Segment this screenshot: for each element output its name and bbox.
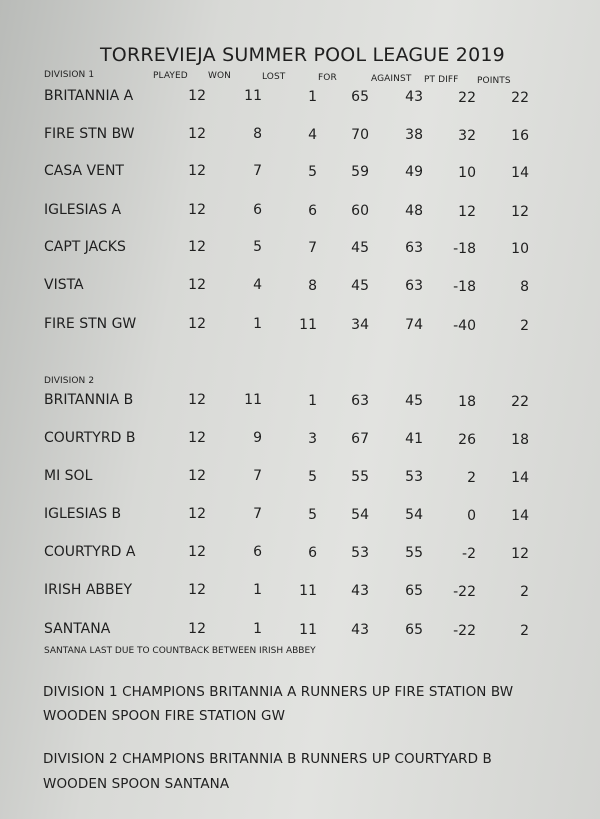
cell-lost: 1 — [308, 392, 317, 409]
cell-lost: 5 — [308, 468, 317, 485]
team-name: COURTYRD A — [44, 544, 136, 560]
table-row — [0, 316, 600, 340]
header-lost: LOST — [262, 72, 286, 82]
cell-pt-diff: 0 — [467, 507, 476, 524]
cell-points: 22 — [511, 394, 529, 411]
cell-for: 43 — [351, 622, 369, 639]
cell-lost: 11 — [299, 582, 317, 599]
cell-against: 63 — [405, 278, 423, 295]
cell-points: 8 — [520, 279, 529, 296]
cell-against: 43 — [405, 89, 423, 106]
cell-won: 7 — [253, 163, 262, 180]
cell-against: 53 — [405, 469, 423, 486]
cell-lost: 11 — [299, 621, 317, 638]
cell-played: 12 — [188, 163, 206, 179]
cell-pt-diff: 2 — [467, 469, 476, 486]
team-name: IGLESIAS B — [44, 506, 122, 522]
cell-points: 10 — [511, 241, 529, 258]
cell-against: 45 — [405, 393, 423, 410]
cell-won: 1 — [253, 621, 262, 638]
cell-played: 12 — [188, 316, 206, 332]
cell-points: 12 — [511, 546, 529, 563]
cell-won: 7 — [253, 468, 262, 485]
table-row — [0, 506, 600, 530]
cell-played: 12 — [188, 582, 206, 598]
team-name: BRITANNIA B — [44, 392, 134, 408]
cell-pt-diff: 10 — [458, 164, 476, 181]
team-name: CASA VENT — [44, 163, 124, 179]
cell-pt-diff: -18 — [453, 278, 476, 295]
cell-played: 12 — [188, 468, 206, 484]
team-name: FIRE STN GW — [44, 316, 137, 332]
team-name: SANTANA — [44, 621, 111, 637]
cell-against: 65 — [405, 583, 423, 600]
cell-lost: 11 — [299, 316, 317, 333]
table-row — [0, 126, 600, 150]
division-2-summary-line-1: DIVISION 2 CHAMPIONS BRITANNIA B RUNNERS UP COURTYARD B — [43, 751, 492, 767]
cell-lost: 4 — [308, 126, 317, 143]
header-played: PLAYED — [153, 71, 188, 81]
division-1-summary-line-1: DIVISION 1 CHAMPIONS BRITANNIA A RUNNERS UP FIRE STATION BW — [43, 684, 514, 700]
cell-pt-diff: 32 — [458, 127, 476, 144]
cell-against: 65 — [405, 622, 423, 639]
cell-for: 45 — [351, 240, 369, 257]
cell-lost: 5 — [308, 506, 317, 523]
team-name: CAPT JACKS — [44, 239, 126, 255]
cell-points: 22 — [511, 90, 529, 107]
cell-points: 2 — [520, 584, 529, 601]
cell-for: 63 — [351, 393, 369, 410]
cell-won: 5 — [253, 239, 262, 256]
team-name: IGLESIAS A — [44, 202, 122, 218]
cell-for: 53 — [351, 545, 369, 562]
table-row — [0, 544, 600, 568]
cell-for: 59 — [351, 164, 369, 181]
table-row — [0, 430, 600, 454]
cell-pt-diff: -22 — [453, 583, 476, 600]
cell-against: 41 — [405, 431, 423, 448]
cell-played: 12 — [188, 239, 206, 255]
team-name: FIRE STN BW — [44, 126, 135, 142]
header-points: POINTS — [477, 76, 511, 86]
team-name: IRISH ABBEY — [44, 582, 133, 598]
table-row — [0, 468, 600, 492]
table-row — [0, 277, 600, 301]
page-title: TORREVIEJA SUMMER POOL LEAGUE 2019 — [100, 44, 505, 66]
cell-won: 6 — [253, 202, 262, 219]
cell-for: 54 — [351, 507, 369, 524]
cell-played: 12 — [188, 506, 206, 522]
cell-won: 7 — [253, 506, 262, 523]
cell-pt-diff: -2 — [462, 545, 476, 562]
cell-for: 65 — [351, 89, 369, 106]
cell-won: 8 — [253, 126, 262, 143]
cell-pt-diff: -18 — [453, 240, 476, 257]
cell-won: 4 — [253, 277, 262, 294]
cell-for: 34 — [351, 317, 369, 334]
table-row — [0, 202, 600, 226]
cell-played: 12 — [188, 544, 206, 560]
cell-pt-diff: 22 — [458, 89, 476, 106]
team-name: VISTA — [44, 277, 84, 293]
cell-for: 43 — [351, 583, 369, 600]
cell-pt-diff: -40 — [453, 317, 476, 334]
cell-for: 45 — [351, 278, 369, 295]
header-against: AGAINST — [371, 74, 412, 84]
cell-points: 14 — [511, 508, 529, 525]
cell-won: 6 — [253, 544, 262, 561]
cell-lost: 6 — [308, 202, 317, 219]
cell-points: 12 — [511, 204, 529, 221]
cell-points: 14 — [511, 470, 529, 487]
cell-won: 1 — [253, 582, 262, 599]
cell-lost: 1 — [308, 88, 317, 105]
cell-pt-diff: 26 — [458, 431, 476, 448]
division-2-label: DIVISION 2 — [44, 376, 95, 386]
cell-lost: 5 — [308, 163, 317, 180]
cell-played: 12 — [188, 88, 206, 104]
cell-pt-diff: 18 — [458, 393, 476, 410]
cell-for: 55 — [351, 469, 369, 486]
table-row — [0, 163, 600, 187]
division-1-label: DIVISION 1 — [44, 70, 95, 80]
cell-played: 12 — [188, 126, 206, 142]
cell-points: 16 — [511, 128, 529, 145]
cell-won: 11 — [244, 88, 262, 105]
table-row — [0, 88, 600, 112]
team-name: MI SOL — [44, 468, 93, 484]
cell-against: 54 — [405, 507, 423, 524]
cell-pt-diff: -22 — [453, 622, 476, 639]
cell-lost: 7 — [308, 239, 317, 256]
countback-note: SANTANA LAST DUE TO COUNTBACK BETWEEN IRISH ABBEY — [44, 646, 316, 656]
cell-lost: 6 — [308, 544, 317, 561]
table-row — [0, 239, 600, 263]
table-row — [0, 392, 600, 416]
division-2-summary-line-2: WOODEN SPOON SANTANA — [43, 776, 230, 792]
cell-against: 49 — [405, 164, 423, 181]
cell-points: 2 — [520, 623, 529, 640]
cell-won: 1 — [253, 316, 262, 333]
cell-played: 12 — [188, 277, 206, 293]
cell-against: 48 — [405, 203, 423, 220]
cell-for: 60 — [351, 203, 369, 220]
cell-against: 74 — [405, 317, 423, 334]
cell-against: 63 — [405, 240, 423, 257]
cell-played: 12 — [188, 202, 206, 218]
cell-played: 12 — [188, 430, 206, 446]
cell-lost: 8 — [308, 277, 317, 294]
cell-played: 12 — [188, 392, 206, 408]
cell-against: 55 — [405, 545, 423, 562]
cell-for: 70 — [351, 127, 369, 144]
table-row — [0, 621, 600, 645]
cell-won: 11 — [244, 392, 262, 409]
cell-for: 67 — [351, 431, 369, 448]
team-name: BRITANNIA A — [44, 88, 134, 104]
header-won: WON — [208, 71, 232, 81]
cell-points: 14 — [511, 165, 529, 182]
header-pt-diff: PT DIFF — [424, 75, 459, 85]
cell-pt-diff: 12 — [458, 203, 476, 220]
division-1-summary-line-2: WOODEN SPOON FIRE STATION GW — [43, 708, 286, 724]
header-for: FOR — [318, 73, 337, 83]
team-name: COURTYRD B — [44, 430, 136, 446]
cell-played: 12 — [188, 621, 206, 637]
cell-won: 9 — [253, 430, 262, 447]
cell-points: 18 — [511, 432, 529, 449]
table-row — [0, 582, 600, 606]
cell-lost: 3 — [308, 430, 317, 447]
cell-against: 38 — [405, 127, 423, 144]
cell-points: 2 — [520, 318, 529, 335]
